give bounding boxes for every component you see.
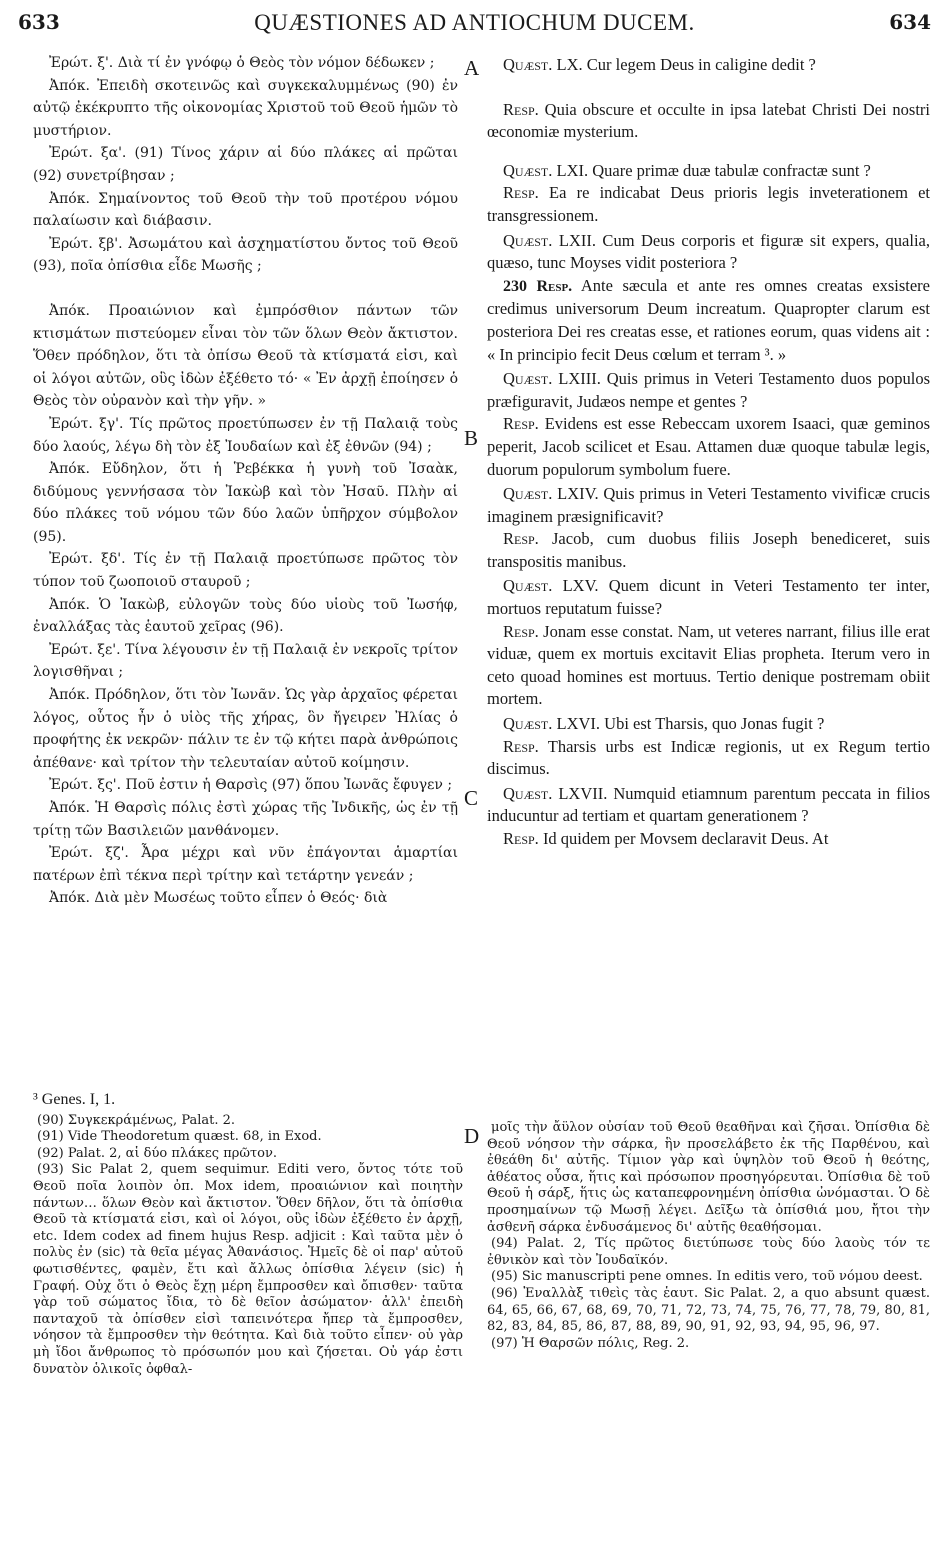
section-marker-d: D — [464, 1124, 480, 1148]
latin-paragraph — [487, 483, 930, 528]
footnote: (90) Συγκεκράμένως, Palat. 2. — [37, 1112, 236, 1128]
paragraph-lead: Quæst. — [503, 783, 553, 803]
paragraph-text: Tharsis urbs est Indicæ regionis, ut ex Regum tertio discimus. — [487, 736, 930, 779]
latin-paragraph — [487, 783, 930, 828]
greek-paragraph: Ἀπόκ. Σημαίνοντος τοῦ Θεοῦ τὴν τοῦ προτέρου νόμου παλαίωσιν καὶ διάβασιν. — [33, 190, 458, 230]
footnote: μοῖς τὴν ἄϋλον οὐσίαν τοῦ Θεοῦ θεαθῆναι καὶ ζῆσαι. Ὀπίσθια δὲ Θεοῦ νόησον τὴν σάρκα, ἣν προσελάβετο ἐκ τῆς Παρθένου, καὶ ἐθεάθη δι' αὐτῆς. Τίμιον γὰρ καὶ ὑψηλὸν τοῦ Θεοῦ ἡ θεότης, ἀθέατος οὖσα, ἥτις καὶ πρόσωπον προσηγόρευται. Ὀπίσθια δὲ τοῦ Θεοῦ ἡ σάρξ, ἥτις ὡς καταπεφρονημένη ὀπίσθια ὠνόμασται. Ὁ δὲ προσημαίνων τῷ Μωσῇ λέγει. Δεῖξω τὰ ὀπίσθιά μου, ἤτοι τὴν ἀσθενῆ σάρκα ἐνδυσάμενος δι' αὐτῆς θεαθήσομαι. — [487, 1120, 930, 1235]
greek-paragraph: Ἀπόκ. Εὔδηλον, ὅτι ἡ Ῥεβέκκα ἡ γυνὴ τοῦ Ἰσαὰκ, διδύμους γεννήσασα τὸν Ἰακὼβ καὶ τὸν Ἠσαῦ. Πλὴν αἱ δύο πλάκες τοῦ νόμου τῶν δύο λαῶν ὑπῆρχον σύμβολον (95). — [33, 461, 458, 545]
latin-paragraph — [487, 528, 930, 573]
paragraph-text: Ante sæcula et ante res omnes creatas exsistere credimus universorum Deum increatum. Quapropter clarum est posteriora Dei res creatas esse, et rationes eorum, quas videns ait : « In principio fecit Deus cœlum et terram ³. » — [487, 275, 930, 364]
latin-paragraph — [487, 736, 930, 781]
greek-paragraph: Ἀπόκ. Πρόδηλον, ὅτι τὸν Ἰωνᾶν. Ὡς γὰρ ἀρχαῖος φέρεται λόγος, οὗτος ἦν ὁ υἱὸς τῆς χήρας, ὃν ἤγειρεν Ἠλίας ὁ προφήτης ἐκ νεκρῶν· πάλιν τε ἐν τῷ κήτει παρὰ ἀνθρώποις ἀπέθανε· καὶ τρίτον τὴν τελευταίαν αὐτοῦ κοίμησιν. — [33, 687, 458, 771]
latin-paragraph — [487, 275, 930, 366]
latin-paragraph — [487, 182, 930, 227]
footnote: (91) Vide Theodoretum quæst. 68, in Exod. — [37, 1129, 322, 1145]
paragraph-lead: Resp. — [503, 414, 539, 434]
running-header — [18, 10, 931, 40]
footnote: (96) Ἐναλλὰξ τιθεὶς τὰς ἑαυτ. Sic Palat. 2, a quo absunt quæst. 64, 65, 66, 67, 68, 69, 70, 71, 72, 73, 74, 75, 76, 77, 78, 79, 80, 81, 82, 83, 84, 85, 86, 87, 88, 89, 90, 91, 92, 93, 94, 95, 96, 97. — [487, 1285, 930, 1335]
page-title: QUÆSTIONES AD ANTIOCHUM DUCEM. — [254, 10, 695, 35]
paragraph-lead: Resp. — [503, 829, 539, 848]
paragraph-text: LXIII. Quis primus in Veteri Testamento duos populos præfiguravit, Judæos nempe et gentes ? — [487, 369, 930, 411]
paragraph-text: Evidens est esse Rebeccam uxorem Isaaci, quæ geminos peperit, Jacob scilicet et Esau. Attamen duæ quoque tabulæ legis, duorum populorum symbolum fuere. — [487, 414, 930, 479]
paragraph-text: LXV. Quem dicunt in Veteri Testamento ter inter, mortuos reputatum fuisse? — [487, 576, 930, 619]
latin-paragraph — [487, 621, 930, 711]
latin-paragraph — [487, 99, 930, 144]
latin-paragraph — [487, 54, 930, 77]
footnotes-left — [33, 1092, 463, 1378]
paragraph-text: LX. Cur legem Deus in caligine dedit ? — [552, 55, 816, 74]
latin-paragraph — [487, 160, 930, 183]
latin-paragraph — [487, 230, 930, 275]
paragraph-lead: Resp. — [503, 99, 539, 119]
paragraph-text: LXVII. Numquid etiamnum parentum peccata in filios inducuntur ad tertiam et quartam generationem ? — [487, 783, 930, 826]
paragraph-lead: 230 Resp. — [503, 277, 573, 295]
paragraph-lead: Quæst. — [503, 230, 553, 250]
latin-paragraph — [487, 413, 930, 481]
greek-paragraph: Ἐρώτ. ξγ'. Τίς πρῶτος προετύπωσεν ἐν τῇ Παλαιᾷ τοὺς δύο λαούς, λέγω δὴ τὸν ἐξ Ἰουδαίων καὶ ἐξ ἐθνῶν (94) ; — [33, 415, 458, 455]
paragraph-lead: Resp. — [503, 621, 539, 641]
greek-paragraph: Ἐρώτ. ξα'. (91) Τίνος χάριν αἱ δύο πλάκες αἱ πρῶται (92) συνετρίβησαν ; — [33, 145, 458, 184]
paragraph-lead: Quæst. — [503, 369, 553, 389]
paragraph-lead: Quæst. — [503, 484, 553, 504]
paragraph-lead: Resp. — [503, 529, 539, 549]
section-marker-a: A — [464, 56, 480, 80]
paragraph-text: Quia obscure et occulte in ipsa latebat Christi Dei nostri œconomiæ mysterium. — [487, 99, 930, 142]
greek-paragraph: Ἀπόκ. Ὁ Ἰακὼβ, εὐλογῶν τοὺς δύο υἱοὺς τοῦ Ἰωσήφ, ἐναλλάξας τὰς ἑαυτοῦ χεῖρας (96). — [33, 596, 458, 636]
paragraph-text: Jonam esse constat. Nam, ut veteres narrant, filius ille erat viduæ, quem ex mortuis excitavit Elias propheta. Iterum vero in ceto quoad homines est mortuus. Tertio denique postremam obiit mortem. — [487, 621, 930, 709]
footnote: (92) Palat. 2, αἱ δύο πλάκες πρῶτον. — [37, 1145, 278, 1161]
latin-paragraph — [487, 368, 930, 413]
page-number-left: 633 — [18, 10, 60, 34]
paragraph-text: LXIV. Quis primus in Veteri Testamento vivificæ crucis imaginem præsignificavit? — [487, 484, 930, 526]
footnote: (97) Ἡ Θαρσῶν πόλις, Reg. 2. — [491, 1335, 690, 1351]
footnote: (93) Sic Palat 2, quem sequimur. Editi vero, ὄντος τότε τοῦ Θεοῦ ποῖα λοιπὸν ὀπ. Mox idem, προαιώνιον καὶ ποιητὴν πάντων… ὅλων Θεὸν καὶ ἄκτιστον. Ὅθεν δῆλον, ὅτι τὰ ὀπίσθια Θεοῦ τὰ κτίσματά εἰσι, καὶ οἱ λόγοι, οὓς ἰδὼν ἐξέθετο ἐν ἀρχῇ, etc. Idem codex ad finem hujus Resp. adjicit : Καὶ ταῦτα μὲν ὁ πολὺς ἐν (sic) τὰ θεῖα μέγας Ἀθανάσιος. Ἡμεῖς δὲ οἱ παρ' αὐτοῦ φωτισθέντες, φαμὲν, ἔτι καὶ ἄλλως ὀπίσθια λέγειν (sic) ἡ Γραφή. Οὐχ ὅτι ὁ Θεὸς ἔχῃ μέρη ἔμπροσθεν καὶ ὄπισθεν· ταῦτα γὰρ τοῦ σώματος ἴδια, τὸ δὲ θεῖον ἀσώματον· ἀλλ' ἐπειδὴ πανταχοῦ τὰ ὀπίσθεν εἰσὶ ταπεινότερα ἤπερ τὰ ἔμπροσθεν, νόησον τὰ ἔμπροσθεν τὴν θεότητα. Καὶ διὰ τοῦτο εἶπεν· οὐ γὰρ μὴ ἴδοι ἄνθρωπος τὸ πρόσωπόν μου καὶ ζήσεται. Οὐ γάρ ἐστι δυνατὸν ὁλικοῖς ὀφθαλ- — [33, 1162, 463, 1377]
paragraph-text: Ea re indicabat Deus prioris legis inveterationem et transgressionem. — [487, 183, 930, 225]
paragraph-text: LXII. Cum Deus corporis et figuræ sit expers, qualia, quæso, tunc Moyses vidit posteriora ? — [487, 230, 930, 273]
greek-paragraph: Ἀπόκ. Ἡ Θαρσὶς πόλις ἐστὶ χώρας τῆς Ἰνδικῆς, ὡς ἐν τῇ τρίτῃ τῶν Βασιλειῶν μανθάνομεν. — [33, 800, 458, 839]
greek-paragraph: Ἀπόκ. Προαιώνιον καὶ ἐμπρόσθιον πάντων τῶν κτισμάτων πιστεύομεν εἶναι τὸν τῶν ὅλων Θεὸν ἄκτιστον. Ὅθεν πρόδηλον, ὅτι τὰ ὀπίσω Θεοῦ τὰ κτίσματά εἰσι, καὶ οἱ λόγοι αὐτῶν, οὓς ἰδὼν ἐξέθετο τό· « Ἐν ἀρχῇ ἐποίησεν ὁ Θεὸς τὸν οὐρανὸν καὶ τὴν γῆν. » — [33, 302, 458, 410]
paragraph-lead: Quæst. — [503, 55, 553, 74]
greek-paragraph: Ἐρώτ. ξβ'. Ἀσωμάτου καὶ ἀσχηματίστου ὄντος τοῦ Θεοῦ (93), ποῖα ὀπίσθια εἶδε Μωσῆς ; — [33, 235, 458, 275]
section-marker-c: C — [464, 786, 479, 810]
greek-paragraph: Ἐρώτ. ξε'. Τίνα λέγουσιν ἐν τῇ Παλαιᾷ ἐν νεκροῖς τρίτον λογισθῆναι ; — [33, 641, 458, 681]
latin-column — [487, 52, 930, 851]
greek-paragraph: Ἐρώτ. ξς'. Ποῦ ἐστιν ἡ Θαρσὶς (97) ὅπου Ἰωνᾶς ἔφυγεν ; — [49, 777, 453, 794]
paragraph-lead: Quæst. — [503, 160, 553, 180]
paragraph-text: LXI. Quare primæ duæ tabulæ confractæ sunt ? — [552, 160, 871, 180]
footnote: (95) Sic manuscripti pene omnes. In editis vero, τοῦ νόμου deest. — [491, 1269, 923, 1285]
paragraph-lead: Quæst. — [503, 714, 553, 734]
footnote: (94) Palat. 2, Τίς πρῶτος διετύπωσε τοὺς δύο λαοὺς τόν τε ἐθνικὸν καὶ τὸν Ἰουδαϊκόν. — [487, 1236, 930, 1268]
latin-paragraph — [487, 713, 930, 736]
greek-paragraph: Ἀπόκ. Διὰ μὲν Μωσέως τοῦτο εἶπεν ὁ Θεός· διὰ — [49, 890, 388, 907]
greek-paragraph: Ἀπόκ. Ἐπειδὴ σκοτεινῶς καὶ συγκεκαλυμμένως (90) ἐν αὐτῷ ἐκέκρυπτο τῆς οἰκονομίας Χριστοῦ τοῦ Θεοῦ ἡμῶν τὸ μυστήριον. — [33, 77, 458, 139]
latin-paragraph — [487, 575, 930, 620]
page-number-right: 634 — [889, 10, 931, 34]
scripture-footnote: ³ Genes. I, 1. — [33, 1091, 116, 1108]
section-marker-b: B — [464, 426, 479, 450]
paragraph-lead: Resp. — [503, 183, 539, 203]
latin-paragraph — [487, 828, 930, 851]
greek-column — [33, 52, 458, 910]
paragraph-text: Jacob, cum duobus filiis Joseph benediceret, suis transpositis manibus. — [487, 529, 930, 571]
paragraph-lead: Quæst. — [503, 576, 553, 596]
greek-paragraph: Ἐρώτ. ξδ'. Τίς ἐν τῇ Παλαιᾷ προετύπωσε πρῶτος τὸν τύπον τοῦ ζωοποιοῦ σταυροῦ ; — [33, 551, 458, 591]
paragraph-lead: Resp. — [503, 736, 539, 756]
paragraph-text: Id quidem per Movsem declaravit Deus. At — [538, 829, 829, 848]
footnotes-right — [487, 1120, 930, 1352]
greek-paragraph: Ἐρώτ. ξ'. Διὰ τί ἐν γνόφῳ ὁ Θεὸς τὸν νόμον δέδωκεν ; — [49, 55, 435, 71]
greek-paragraph: Ἐρώτ. ξζ'. Ἆρα μέχρι καὶ νῦν ἐπάγονται ἁμαρτίαι πατέρων ἐπὶ τέκνα περὶ τρίτην καὶ τετάρτην γενεάν ; — [33, 845, 458, 884]
paragraph-text: LXVI. Ubi est Tharsis, quo Jonas fugit ? — [552, 714, 825, 734]
